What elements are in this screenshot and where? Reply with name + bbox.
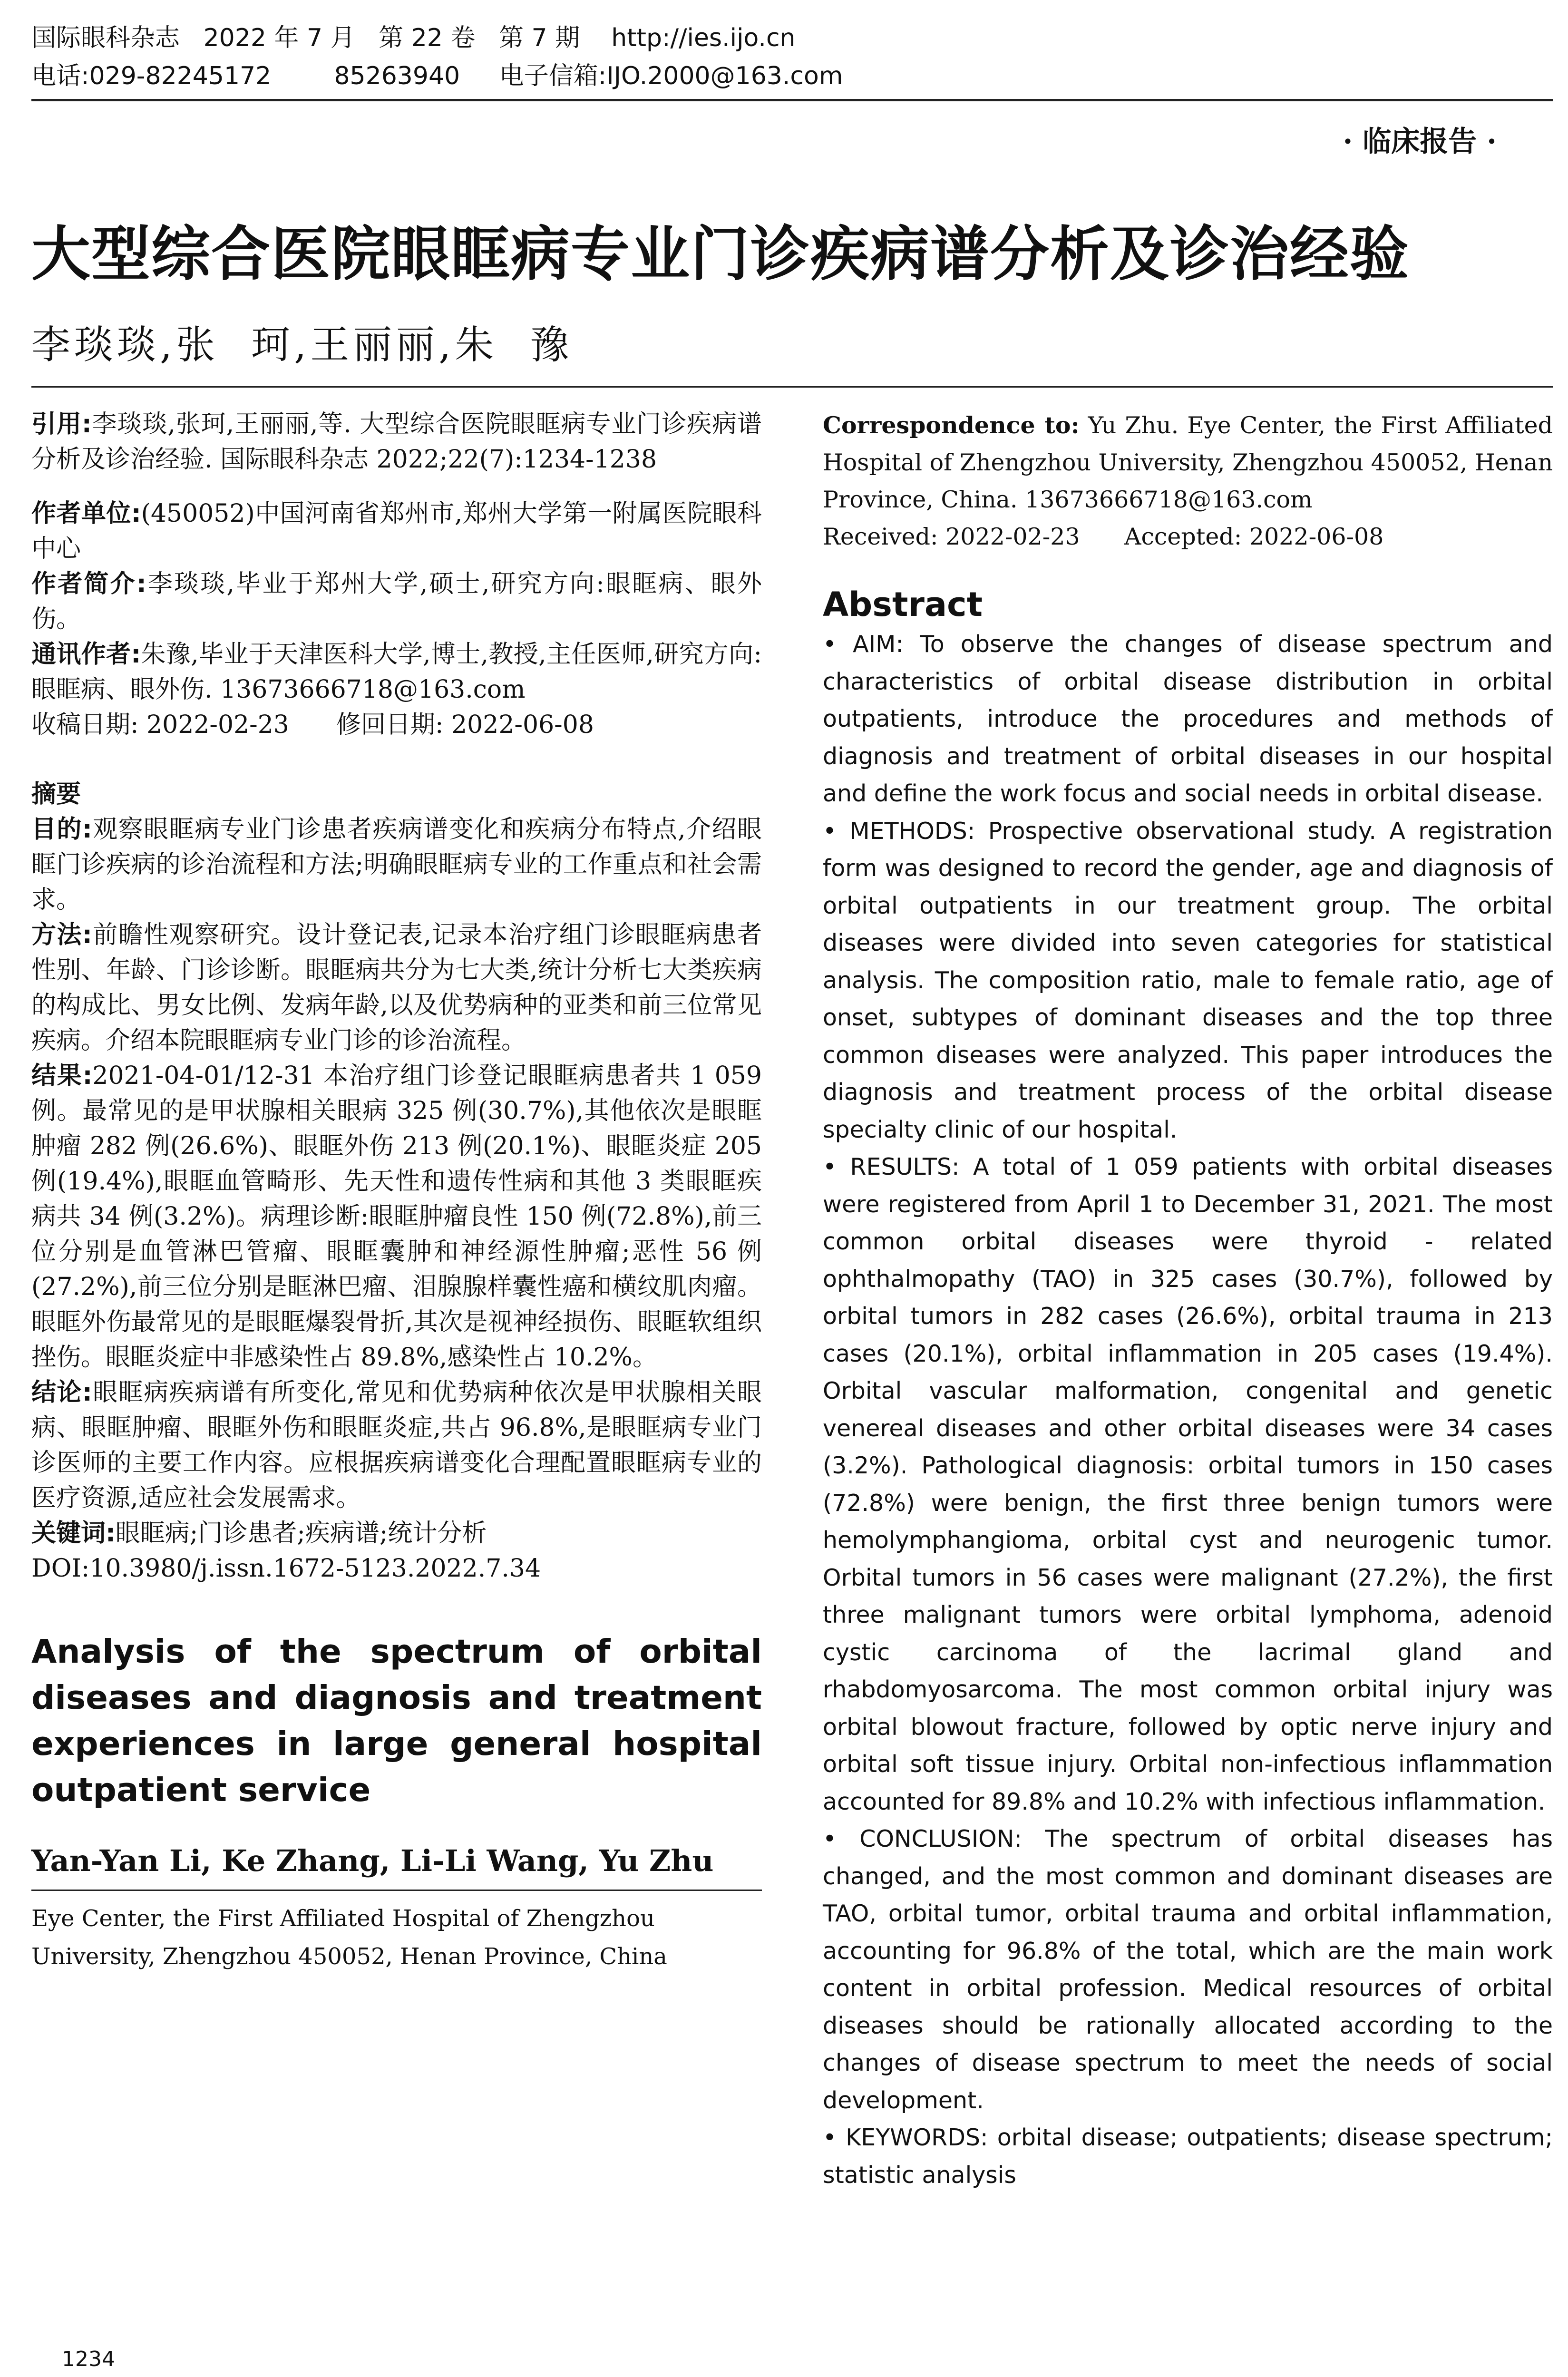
abstract-en-keywords: • KEYWORDS: orbital disease; outpatients; disease spectrum; statistic analysis — [823, 2124, 1553, 2189]
author-bio: 作者简介:李琰琰,毕业于郑州大学,硕士,研究方向:眼眶病、眼外伤。 — [31, 570, 762, 633]
abstract-en-conclusion: • CONCLUSION: The spectrum of orbital diseases has changed, and the most common and dominant diseases are TAO, orbital tumor, orbital trauma and orbital inflammation, accounting for 96.8% of the total, which are the main work content in orbital profession. Medical resources of orbital diseases should be rationally allocated according to the changes of disease spectrum to meet the needs of social development. — [823, 1825, 1553, 2114]
abstract-cn-conclusion: 结论:眼眶病疾病谱有所变化,常见和优势病种依次是甲状腺相关眼病、眼眶肿瘤、眼眶外伤和眼眶炎症,共占 96.8%,是眼眶病专业门诊医师的主要工作内容。应根据疾病谱变化合理配置眼眶病专业的医疗资源,适应社会发展需求。 — [31, 1378, 762, 1512]
received-accepted-dates: Received: 2022-02-23 Accepted: 2022-06-08 — [823, 523, 1384, 550]
section-label: · 临床报告 · — [1343, 125, 1497, 158]
correspondence: Correspondence to: Yu Zhu. Eye Center, the First Affiliated Hospital of Zhengzhou University, Zhengzhou 450052, Henan Province, China. 13673666718@163.com — [823, 411, 1553, 513]
english-authors: Yan-Yan Li, Ke Zhang, Li-Li Wang, Yu Zhu — [31, 1843, 714, 1878]
page-number: 1234 — [62, 2347, 115, 2371]
received-dates-cn: 收稿日期: 2022-02-23 修回日期: 2022-06-08 — [31, 711, 594, 739]
page-title: 大型综合医院眼眶病专业门诊疾病谱分析及诊治经验 — [31, 220, 1410, 289]
abstract-cn-heading: 摘要 — [31, 780, 81, 809]
citation: 引用:李琰琰,张珂,王丽丽,等. 大型综合医院眼眶病专业门诊疾病谱分析及诊治经验. 国际眼科杂志 2022;22(7):1234-1238 — [31, 410, 762, 474]
abstract-en-results: • RESULTS: A total of 1 059 patients with orbital diseases were registered from April 1 to December 31, 2021. The most common orbital diseases were thyroid - related ophthalmopathy (TAO) in 325 cases (30.7%), followed by orbital tumors in 282 cases (26.6%), orbital trauma in 213 cases (20.1%), orbital inflammation in 205 cases (19.4%). Orbital vascular malformation, congenital and genetic venereal diseases and other orbital diseases were 34 cases (3.2%). Pathological diagnosis: orbital tumors in 150 cases (72.8%) were benign, the first three benign tumors were hemolymphangioma, orbital cyst and neurogenic tumor. Orbital tumors in 56 cases were malignant (27.2%), the first three malignant tumors were orbital lymphoma, adenoid cystic carcinoma of the lacrimal gland and rhabdomyosarcoma. The most common orbital injury was orbital blowout fracture, followed by optic nerve injury and orbital soft tissue injury. Orbital non-infectious inflammation accounted for 89.8% and 10.2% with infectious inflammation. — [823, 1153, 1553, 1815]
corresponding-author: 通讯作者:朱豫,毕业于天津医科大学,博士,教授,主任医师,研究方向:眼眶病、眼外伤. 13673666718@163.com — [31, 640, 762, 704]
abstract-cn-methods: 方法:前瞻性观察研究。设计登记表,记录本治疗组门诊眼眶病患者性别、年龄、门诊诊断。眼眶病共分为七大类,统计分析七大类疾病的构成比、男女比例、发病年龄,以及优势病种的亚类和前三位常见疾病。介绍本院眼眶病专业门诊的诊治流程。 — [31, 921, 762, 1055]
abstract-cn-aim: 目的:观察眼眶病专业门诊患者疾病谱变化和疾病分布特点,介绍眼眶门诊疾病的诊治流程和方法;明确眼眶病专业的工作重点和社会需求。 — [31, 815, 762, 914]
keywords-cn: 关键词:眼眶病;门诊患者;疾病谱;统计分析 — [31, 1519, 487, 1548]
title-rule — [31, 386, 1553, 388]
right-column — [823, 407, 1553, 2194]
english-affiliation: Eye Center, the First Affiliated Hospital of Zhengzhou University, Zhengzhou 450052, Henan Province, China — [31, 1905, 667, 1970]
abstract-en-methods: • METHODS: Prospective observational study. A registration form was designed to record the gender, age and diagnosis of orbital outpatients in our treatment group. The orbital diseases were divided into seven categories for statistical analysis. The composition ratio, male to female ratio, age of onset, subtypes of dominant diseases and the top three common diseases were analyzed. This paper introduces the diagnosis and treatment process of the orbital disease specialty clinic of our hospital. — [823, 817, 1553, 1143]
doi: DOI:10.3980/j.issn.1672-5123.2022.7.34 — [31, 1554, 541, 1583]
left-column — [31, 407, 762, 1976]
abstract-cn-results: 结果:2021-04-01/12-31 本治疗组门诊登记眼眶病患者共 1 059 例。最常见的是甲状腺相关眼病 325 例(30.7%),其他依次是眼眶肿瘤 282 例(26.6%)、眼眶外伤 213 例(20.1%)、眼眶炎症 205 例(19.4%),眼眶血管畸形、先天性和遗传性病和其他 3 类眼眶疾病共 34 例(3.2%)。病理诊断:眼眶肿瘤良性 150 例(72.8%),前三位分别是血管淋巴管瘤、眼眶囊肿和神经源性肿瘤;恶性 56 例(27.2%),前三位分别是眶淋巴瘤、泪腺腺样囊性癌和横纹肌肉瘤。眼眶外伤最常见的是眼眶爆裂骨折,其次是视神经损伤、眼眶软组织挫伤。眼眶炎症中非感染性占 89.8%,感染性占 10.2%。 — [31, 1062, 762, 1372]
abstract-en-heading: Abstract — [823, 585, 983, 624]
author-unit: 作者单位:(450052)中国河南省郑州市,郑州大学第一附属医院眼科中心 — [31, 499, 762, 563]
affiliation-rule — [31, 1890, 762, 1891]
authors-cn: 李琰琰,张 珂,王丽丽,朱 豫 — [31, 322, 573, 368]
english-title: Analysis of the spectrum of orbital diseases and diagnosis and treatment experiences in large general hospital outpatient service — [31, 1633, 762, 1809]
journal-header-line1: 国际眼科杂志 2022 年 7 月 第 22 卷 第 7 期 http://ies.ijo.cn — [31, 24, 796, 52]
journal-header-line2: 电话:029-82245172 85263940 电子信箱:IJO.2000@163.com — [31, 62, 843, 90]
header-rule — [31, 99, 1553, 101]
abstract-en-aim: • AIM: To observe the changes of disease spectrum and characteristics of orbital disease distribution in orbital outpatients, introduce the procedures and methods of diagnosis and treatment of orbital diseases in our hospital and define the work focus and social needs in orbital disease. — [823, 631, 1553, 807]
